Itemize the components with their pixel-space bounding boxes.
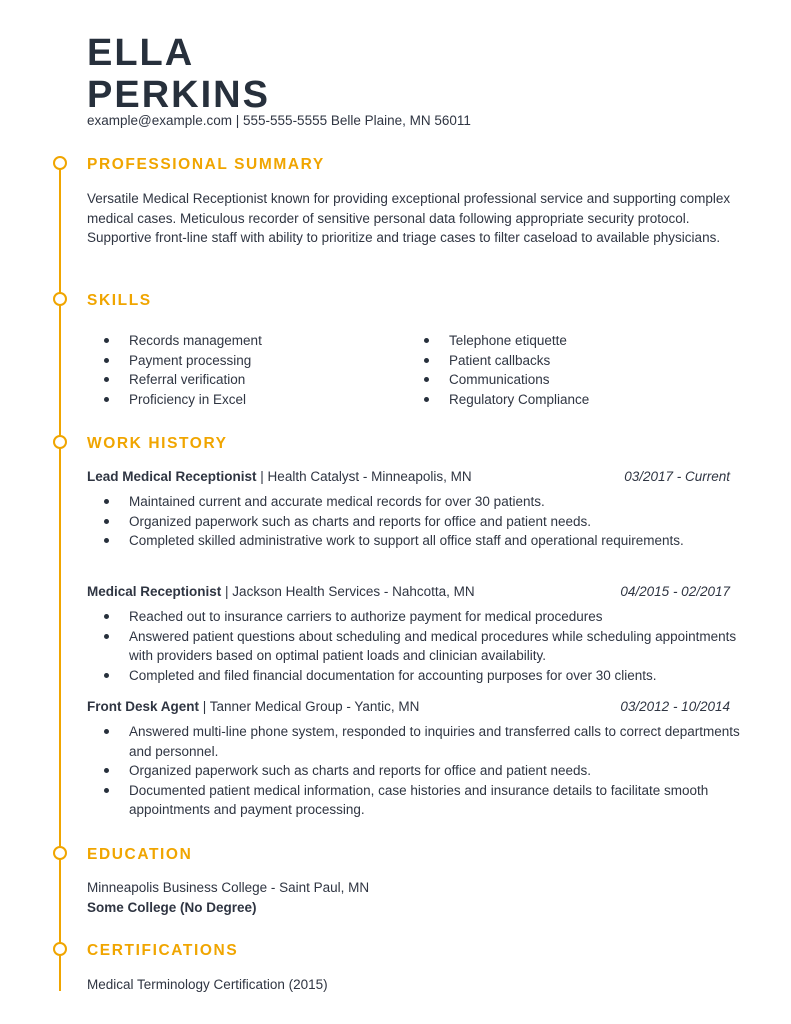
education-heading: EDUCATION [87, 846, 193, 863]
job-duty: Answered patient questions about scheduling and medical procedures while scheduling appointments with providers based on optimal patient loads and clinician availability. [87, 627, 747, 666]
job-header [87, 697, 730, 717]
job-duties [87, 722, 747, 820]
job-duties [87, 492, 747, 551]
job-dates: 04/2015 - 02/2017 [620, 584, 730, 599]
skill-item: Telephone etiquette [407, 331, 727, 351]
education-school: Minneapolis Business College - Saint Paul, MN [87, 880, 370, 895]
skills-list [87, 331, 727, 409]
skills-column-right [407, 331, 727, 409]
skill-item: Patient callbacks [407, 351, 727, 371]
skills-heading: SKILLS [87, 292, 152, 309]
job-duty: Organized paperwork such as charts and reports for office and patient needs. [87, 512, 747, 532]
job-duty: Organized paperwork such as charts and reports for office and patient needs. [87, 761, 747, 781]
job-duty: Answered multi-line phone system, responded to inquiries and transferred calls to correct departments and personnel. [87, 722, 747, 761]
timeline-line [59, 163, 61, 991]
job-title: Medical Receptionist [87, 584, 222, 599]
timeline-dot-certifications [53, 942, 67, 956]
job-dates: 03/2012 - 10/2014 [620, 699, 730, 714]
summary-heading: PROFESSIONAL SUMMARY [87, 156, 325, 173]
skill-item: Records management [87, 331, 407, 351]
job-duty: Maintained current and accurate medical records for over 30 patients. [87, 492, 747, 512]
job-duty: Completed skilled administrative work to support all office staff and operational requirements. [87, 531, 747, 551]
skill-item: Referral verification [87, 370, 407, 390]
job-company: | Health Catalyst - Minneapolis, MN [256, 469, 472, 484]
first-name: ELLA [87, 32, 195, 74]
skill-item: Payment processing [87, 351, 407, 371]
timeline-dot-education [53, 846, 67, 860]
job-duty: Reached out to insurance carriers to authorize payment for medical procedures [87, 607, 747, 627]
timeline-dot-skills [53, 292, 67, 306]
certification-item: Medical Terminology Certification (2015) [87, 977, 328, 992]
skill-item: Proficiency in Excel [87, 390, 407, 410]
certifications-heading: CERTIFICATIONS [87, 942, 239, 959]
last-name: PERKINS [87, 74, 270, 116]
timeline-dot-summary [53, 156, 67, 170]
job-header [87, 467, 730, 487]
job-company: | Tanner Medical Group - Yantic, MN [199, 699, 420, 714]
job-duty: Completed and filed financial documentation for accounting purposes for over 30 clients. [87, 666, 747, 686]
timeline-dot-work [53, 435, 67, 449]
skill-item: Communications [407, 370, 727, 390]
job-title: Front Desk Agent [87, 699, 200, 714]
job-title: Lead Medical Receptionist [87, 469, 257, 484]
job-dates: 03/2017 - Current [624, 469, 730, 484]
skill-item: Regulatory Compliance [407, 390, 727, 410]
job-duties [87, 607, 747, 685]
skills-column-left [87, 331, 407, 409]
job-header [87, 582, 730, 602]
summary-text: Versatile Medical Receptionist known for providing exceptional professional service and supporting complex medical cases. Meticulous recorder of sensitive personal data following appropriate security protocol. Supportive front-line staff with ability to prioritize and triage cases to filter caseload to available physicians. [87, 191, 731, 245]
education-degree: Some College (No Degree) [87, 900, 257, 915]
job-company: | Jackson Health Services - Nahcotta, MN [221, 584, 475, 599]
contact-info: example@example.com | 555-555-5555 Belle Plaine, MN 56011 [87, 113, 471, 128]
job-duty: Documented patient medical information, case histories and insurance details to facilitate smooth appointments and payment processing. [87, 781, 747, 820]
candidate-name [87, 32, 270, 116]
work-history-heading: WORK HISTORY [87, 435, 228, 452]
